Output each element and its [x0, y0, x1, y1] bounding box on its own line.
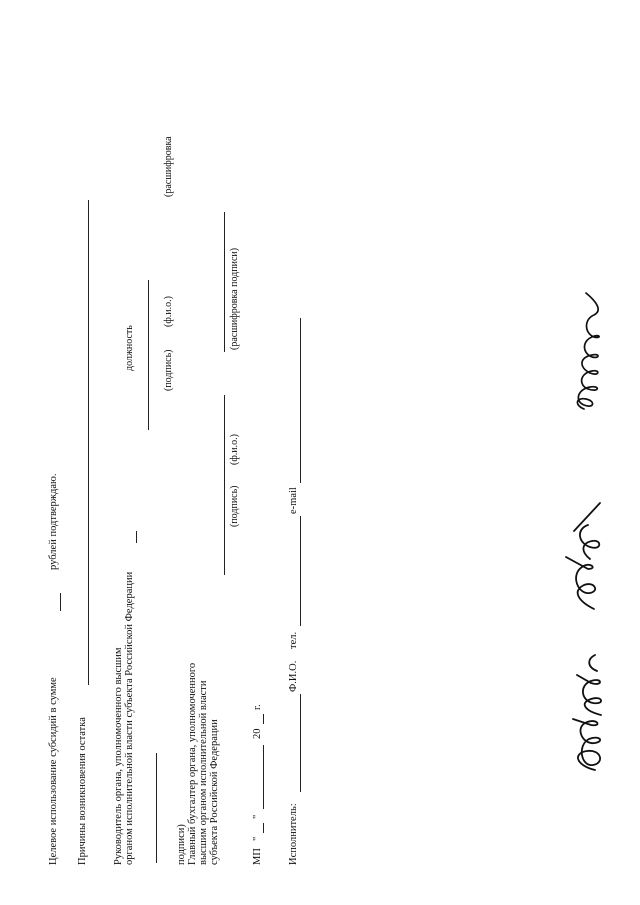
head-decoding-line: [156, 753, 157, 863]
stamp-label: МП: [252, 848, 263, 865]
chief-decoding-caption: (расшифровка подписи): [229, 247, 240, 350]
date-quote-close: ": [252, 814, 263, 819]
chief-title-line1: Главный бухгалтер органа, уполномоченного: [187, 662, 198, 865]
executor-fio-label: Ф.И.О.: [288, 660, 299, 692]
executor-email-label: e-mail: [288, 487, 299, 514]
head-title-line1: Руководитель органа, уполномоченного высшим: [113, 647, 124, 865]
amount-blank-line: [60, 593, 61, 611]
day-blank-line: [263, 823, 264, 833]
month-blank-line: [263, 745, 264, 809]
head-decoding-caption: (расшифровка: [163, 136, 174, 197]
executor-email-line: [300, 318, 301, 483]
executor-label: Исполнитель:: [288, 803, 299, 865]
remainder-reason-line: [88, 200, 89, 685]
head-fio-caption: (ф.и.о.): [163, 296, 174, 327]
chief-decoding-line: [224, 212, 225, 352]
chief-title-line2: высшим органом исполнительной власти: [198, 680, 209, 865]
head-title-line2: органом исполнительной власти субъекта Российской Федерации: [124, 571, 135, 865]
signature-2: [560, 495, 610, 615]
year-blank-line: [263, 714, 264, 724]
signature-1: [565, 645, 615, 775]
subsidy-confirm-text: рублей подтверждаю.: [48, 473, 59, 570]
remainder-reason-label: Причины возникновения остатка: [77, 717, 88, 865]
head-signature-caption: (подпись): [163, 349, 174, 391]
head-decoding-continued: подписи): [176, 824, 187, 865]
head-position-line: [148, 280, 149, 430]
chief-signature-line: [224, 395, 225, 575]
executor-name-line: [300, 694, 301, 792]
signature-3: [570, 285, 610, 415]
date-quote-open: ": [252, 836, 263, 841]
chief-signature-caption: (подпись): [229, 485, 240, 527]
executor-tel-label: тел.: [288, 631, 299, 649]
executor-tel-line: [300, 516, 301, 626]
subsidy-amount-label: Целевое использование субсидий в сумме: [48, 677, 59, 865]
head-position-caption: должность: [124, 325, 135, 371]
chief-title-line3: субъекта Российской Федерации: [209, 719, 220, 865]
year-prefix: 20: [252, 728, 263, 739]
year-suffix: г.: [252, 704, 263, 710]
chief-fio-caption: (ф.и.о.): [229, 434, 240, 465]
head-title-blank: [136, 531, 137, 543]
